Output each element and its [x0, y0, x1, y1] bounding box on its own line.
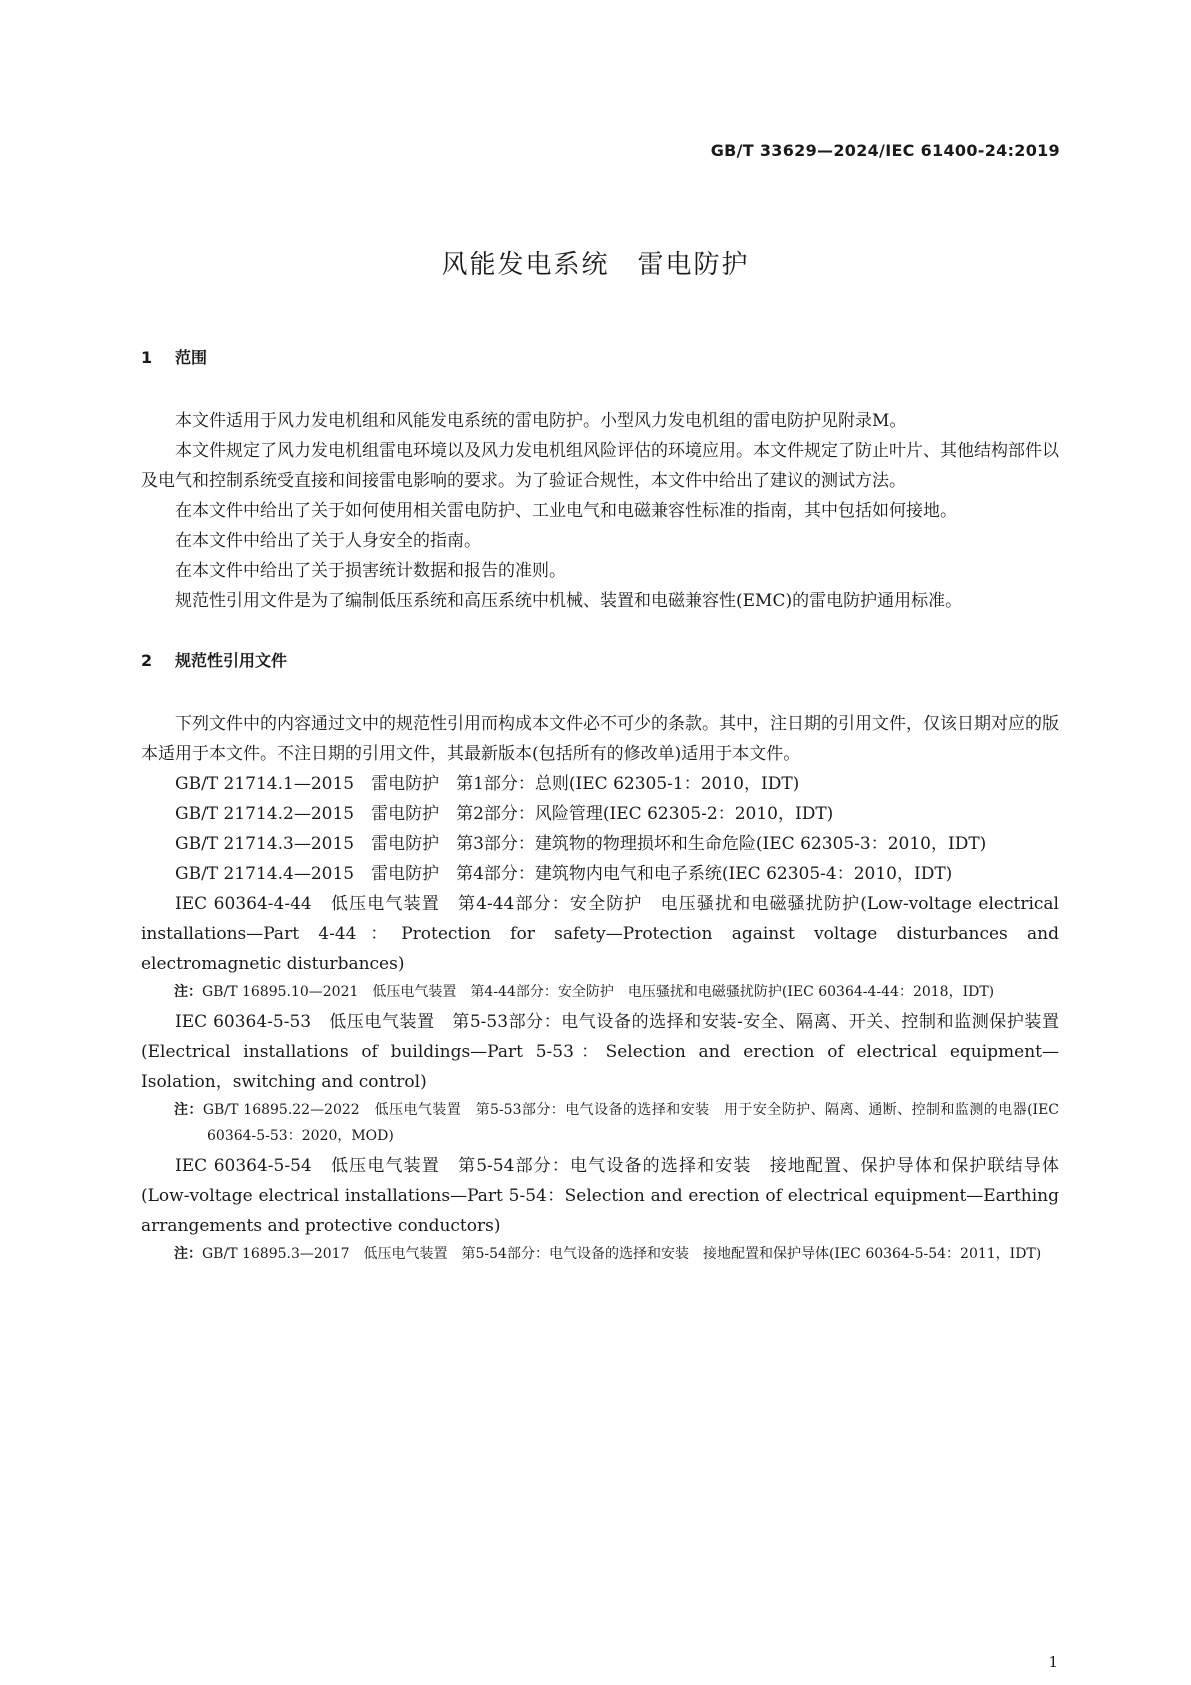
section-1-heading [141, 345, 1059, 368]
paragraph: 在本文件中给出了关于如何使用相关雷电防护、工业电气和电磁兼容性标准的指南，其中包括如何接地。 [175, 501, 957, 521]
note [141, 1241, 1059, 1267]
standard-code: GB/T 33629—2024/IEC 61400-24:2019 [710, 141, 1060, 160]
paragraph: 规范性引用文件是为了编制低压系统和高压系统中机械、装置和电磁兼容性(EMC)的雷电防护通用标准。 [175, 591, 963, 611]
section-title: 规范性引用文件 [175, 651, 288, 670]
section-gap [141, 616, 1059, 648]
note-label: 注： [174, 1102, 203, 1118]
paragraph: 本文件规定了风力发电机组雷电环境以及风力发电机组风险评估的环境应用。本文件规定了防止叶片、其他结构部件以及电气和控制系统受直接和间接雷电影响的要求。为了验证合规性，本文件中给出了建议的测试方法。 [141, 441, 1059, 491]
paragraph: 本文件适用于风力发电机组和风能发电系统的雷电防护。小型风力发电机组的雷电防护见附录M。 [175, 411, 907, 431]
section-number: 1 [141, 348, 153, 367]
paragraph: 在本文件中给出了关于人身安全的指南。 [175, 531, 481, 551]
note-text: GB/T 16895.22—2022 低压电气装置 第5-53部分：电气设备的选择和安装 用于安全防护、隔离、通断、控制和监测的电器(IEC 60364-5-53：2020，MOD) [202, 1102, 1060, 1144]
page-number: 1 [1048, 1653, 1058, 1671]
reference-item: GB/T 21714.4—2015 雷电防护 第4部分：建筑物内电气和电子系统(IEC 62305-4：2010，IDT) [175, 864, 953, 884]
note-label: 注： [174, 984, 202, 1000]
reference-item: IEC 60364-5-54 低压电气装置 第5-54部分：电气设备的选择和安装 接地配置、保护导体和保护联结导体(Low-voltage electrical installations—Part 5-54：Selection and erection of electrical equipment—Earthing arrangements and protective conductors) [141, 1156, 1059, 1236]
section-2-heading [141, 648, 1059, 671]
paragraph: 在本文件中给出了关于损害统计数据和报告的准则。 [175, 561, 566, 581]
note-label: 注： [174, 1246, 202, 1262]
note-text: GB/T 16895.3—2017 低压电气装置 第5-54部分：电气设备的选择和安装 接地配置和保护导体(IEC 60364-5-54：2011，IDT) [202, 1246, 1042, 1262]
note [141, 1097, 1059, 1149]
reference-item: GB/T 21714.1—2015 雷电防护 第1部分：总则(IEC 62305-1：2010，IDT) [175, 774, 800, 794]
note [141, 979, 1059, 1005]
document-body [141, 345, 1059, 1269]
reference-item: GB/T 21714.2—2015 雷电防护 第2部分：风险管理(IEC 62305-2：2010，IDT) [175, 804, 834, 824]
section-title: 范围 [175, 348, 208, 367]
section-intro: 下列文件中的内容通过文中的规范性引用而构成本文件必不可少的条款。其中，注日期的引用文件，仅该日期对应的版本适用于本文件。不注日期的引用文件，其最新版本(包括所有的修改单)适用于本文件。 [141, 714, 1059, 764]
document-title: 风能发电系统 雷电防护 [441, 250, 750, 280]
reference-item: GB/T 21714.3—2015 雷电防护 第3部分：建筑物的物理损坏和生命危险(IEC 62305-3：2010，IDT) [175, 834, 987, 854]
reference-item: IEC 60364-4-44 低压电气装置 第4-44部分：安全防护 电压骚扰和电磁骚扰防护(Low-voltage electrical installations—Part 4-44：Protection for safety—Protection against voltage disturbances and electromagnetic disturbances) [141, 894, 1059, 974]
section-number: 2 [141, 651, 153, 670]
reference-item: IEC 60364-5-53 低压电气装置 第5-53部分：电气设备的选择和安装-安全、隔离、开关、控制和监测保护装置(Electrical installations of buildings—Part 5-53：Selection and erection of electrical equipment—Isolation，switching and control) [141, 1012, 1059, 1092]
note-text: GB/T 16895.10—2021 低压电气装置 第4-44部分：安全防护 电压骚扰和电磁骚扰防护(IEC 60364-4-44：2018，IDT) [202, 984, 995, 1000]
